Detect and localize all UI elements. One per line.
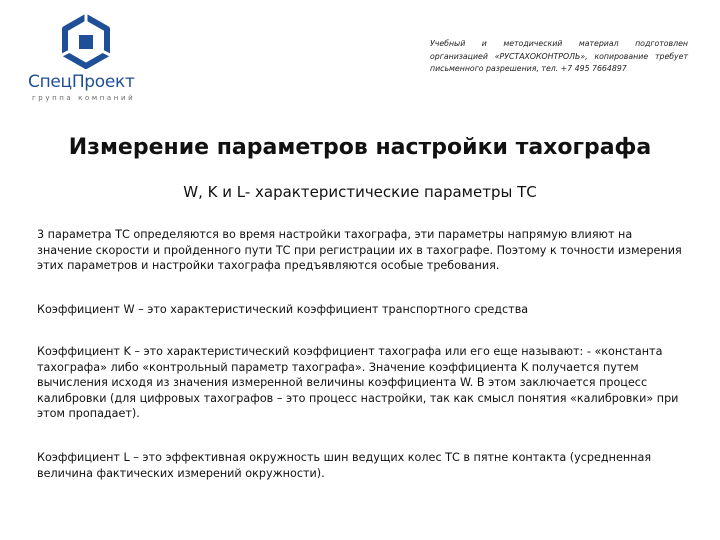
copyright-notice: Учебный и методический материал подготовлен организацией «РУСТАХОКОНТРОЛЬ», копирование требует письменного разрешения, тел. +7 495 7664897	[430, 39, 688, 73]
logo-name: СпецПроект	[28, 72, 135, 92]
logo-emblem-icon	[58, 14, 114, 70]
paragraph-coefficient-w: Коэффициент W – это характеристический коэффициент транспортного средства	[37, 303, 529, 316]
paragraph-coefficient-k: Коэффициент K – это характеристический коэффициент тахографа или его еще называют: - «константа тахографа» либо «контрольный параметр тахографа». Значение коэффициента K получается путем вычисления исходя из значения измеренной величины коэффициента W. В этом заключается процесс калибровки (для цифровых тахографов – это процесс настройки, так как смысл понятия «калибровки» при этом пропадает).	[37, 345, 679, 420]
logo-tagline: группа компаний	[32, 94, 136, 102]
paragraph-intro: 3 параметра ТС определяются во время настройки тахографа, эти параметры напрямую влияют на значение скорости и пройденного пути ТС при регистрации их в тахографе. Поэтому к точности измерения этих параметров и настройки тахографа предъявляются особые требования.	[37, 228, 682, 272]
page-title: Измерение параметров настройки тахографа	[68, 135, 652, 160]
company-logo	[28, 14, 148, 104]
paragraph-coefficient-l: Коэффициент L – это эффективная окружность шин ведущих колес ТС в пятне контакта (усредненная величина фактических измерений окружности).	[37, 451, 652, 480]
page-subtitle: W, K и L- характеристические параметры ТС	[183, 183, 537, 201]
